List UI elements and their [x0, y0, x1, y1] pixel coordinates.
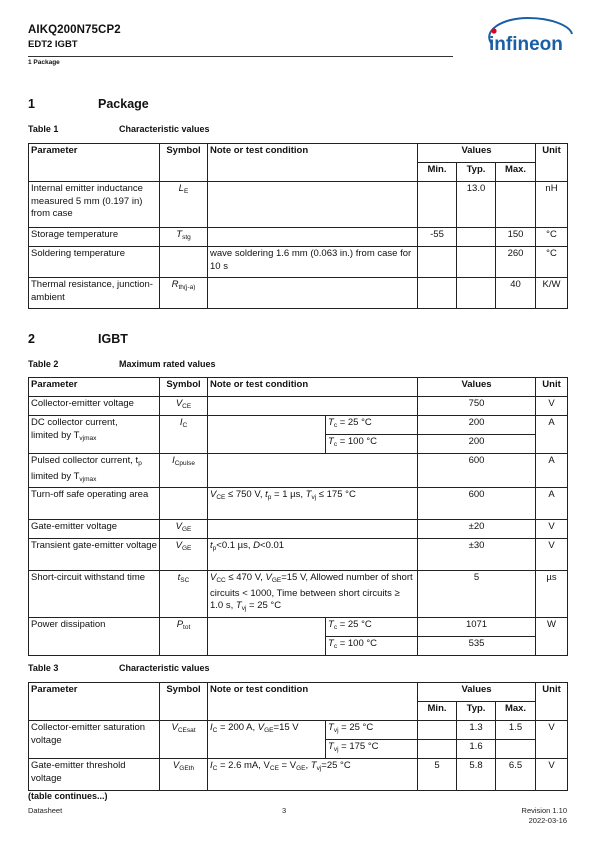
table-subheader-row: Min. Typ. Max.	[29, 163, 568, 182]
table-row: Collector-emitter voltage $V_{CE}$ 750 V	[29, 397, 568, 416]
table1-caption: Table 1 Characteristic values	[28, 124, 210, 134]
table-characteristic-values-igbt	[28, 682, 568, 791]
product-name: AIKQ200N75CP2	[28, 24, 121, 36]
svg-text:infineon: infineon	[489, 34, 563, 55]
table2-caption: Table 2 Maximum rated values	[28, 359, 216, 369]
table-header-row: Parameter Symbol Note or test condition Values Unit	[29, 683, 568, 702]
section-heading-igbt: 2 IGBT	[28, 332, 128, 346]
table-continues-note: (table continues...)	[28, 791, 108, 801]
product-subtitle: EDT2 IGBT	[28, 39, 78, 50]
table-row: Short-circuit withstand time $t_{SC}$ $V_{CC} \le 470$ V, $V_{GE}=15$ V, Allowed number of short circuits < 1000, Time between short circuits ≥ 1.0 s, $T_{vj} = 25$ °C 5 µs	[29, 571, 568, 618]
table-row: Soldering temperature wave soldering 1.6 mm (0.063 in.) from case for 10 s 260 °C	[29, 247, 568, 278]
table-maximum-rated-values	[28, 377, 568, 656]
table-row: Gate-emitter threshold voltage $V_{GEth}$ $I_C = 2.6$ mA, $V_{CE} = V_{GE}$, $T_{vj}=25$ °C 5 5.8 6.5 V	[29, 759, 568, 791]
table-row: Pulsed collector current, $t_p$ limited by $T_{vjmax}$ $I_{Cpulse}$ 600 A	[29, 454, 568, 488]
table-row: DC collector current, limited by $T_{vjmax}$ $I_C$ $T_c = 25$ °C 200 A	[29, 416, 568, 435]
footer-page-number: 3	[282, 806, 287, 815]
page-header	[28, 24, 458, 66]
table-row: Internal emitter inductance measured 5 mm (0.197 in) from case $L_E$ 13.0 nH	[29, 182, 568, 228]
header-section: 1 Package	[28, 59, 60, 66]
table-row: $T_c = 100$ °C 200	[29, 435, 568, 454]
table-row: $T_c = 100$ °C 535	[29, 636, 568, 655]
table-row: Collector-emitter saturation voltage $V_{CEsat}$ $I_C = 200$ A, $V_{GE}=15$ V $T_{vj} = 25$ °C 1.3 1.5 V	[29, 721, 568, 740]
section-heading-package: 1 Package	[28, 97, 149, 111]
table-header-row: Parameter Symbol Note or test condition Values Unit	[29, 378, 568, 397]
table-row: Transient gate-emitter voltage $V_{GE}$ $t_p<0.1$ µs, D<0.01 ±30 V	[29, 539, 568, 571]
infineon-logo-icon	[478, 14, 578, 58]
table-row: Gate-emitter voltage $V_{GE}$ ±20 V	[29, 520, 568, 539]
header-rule	[28, 56, 453, 57]
table-row: Power dissipation $P_{tot}$ $T_c = 25$ °C 1071 W	[29, 617, 568, 636]
table-subheader-row: Min. Typ. Max.	[29, 702, 568, 721]
footer-revision: Revision 1.10 2022-03-16	[521, 806, 567, 825]
table-row: Thermal resistance, junction-ambient $R_{th(j-a)}$ 40 K/W	[29, 278, 568, 309]
table3-caption: Table 3 Characteristic values	[28, 663, 210, 673]
footer-doc-type: Datasheet	[28, 806, 63, 815]
table-row: Turn-off safe operating area $V_{CE} \le 750$ V, $t_p = 1$ µs, $T_{vj} \le 175$ °C 600 A	[29, 488, 568, 520]
table-header-row: Parameter Symbol Note or test condition Values Unit	[29, 144, 568, 163]
table-row: Storage temperature $T_{stg}$ -55 150 °C	[29, 228, 568, 247]
table-characteristic-values-package	[28, 143, 568, 309]
table-row: $T_{vj} = 175$ °C 1.6	[29, 740, 568, 759]
